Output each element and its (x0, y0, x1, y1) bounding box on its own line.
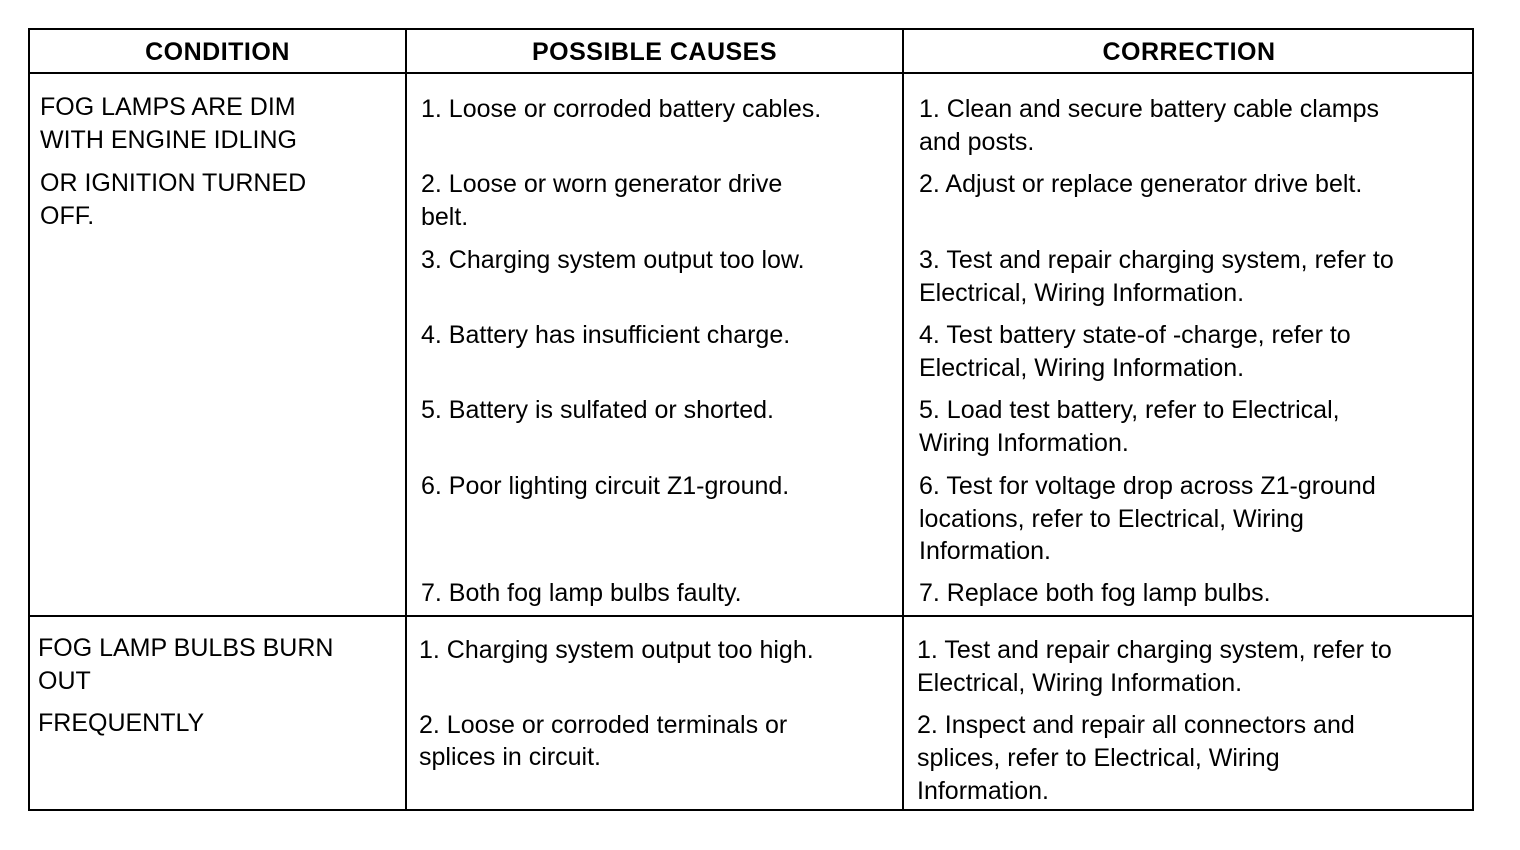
condition-text: FREQUENTLY (38, 709, 205, 737)
correction-text: 2. Inspect and repair all connectors and (917, 711, 1355, 739)
correction-text: Information. (919, 537, 1052, 565)
cause-text: 4. Battery has insufficient charge. (421, 321, 791, 349)
header-possible-causes: POSSIBLE CAUSES (531, 37, 778, 66)
column-divider (902, 30, 904, 809)
cause-text: 2. Loose or corroded terminals or (419, 711, 788, 739)
correction-text: 4. Test battery state-of -charge, refer to (919, 321, 1351, 349)
cause-text: 2. Loose or worn generator drive (421, 170, 783, 198)
correction-text: and posts. (919, 128, 1035, 156)
condition-text: OUT (38, 667, 91, 695)
cause-text: 1. Charging system output too high. (419, 636, 814, 664)
cause-text: 5. Battery is sulfated or shorted. (421, 396, 774, 424)
correction-text: 5. Load test battery, refer to Electrical, (919, 396, 1340, 424)
correction-text: 6. Test for voltage drop across Z1-ground (919, 472, 1376, 500)
correction-text: Electrical, Wiring Information. (919, 279, 1245, 307)
cause-text: 1. Loose or corroded battery cables. (421, 95, 822, 123)
correction-text: Wiring Information. (919, 429, 1129, 457)
cause-text: splices in circuit. (419, 743, 601, 771)
header-correction: CORRECTION (1102, 37, 1276, 66)
correction-text: Information. (917, 777, 1050, 805)
correction-text: Electrical, Wiring Information. (917, 669, 1243, 697)
condition-text: FOG LAMPS ARE DIM (40, 93, 296, 121)
correction-text: 7. Replace both fog lamp bulbs. (919, 579, 1271, 607)
correction-text: 3. Test and repair charging system, refer to (919, 246, 1394, 274)
correction-text: 1. Clean and secure battery cable clamps (919, 95, 1379, 123)
correction-text: locations, refer to Electrical, Wiring (919, 505, 1304, 533)
diagnosis-table (28, 28, 1474, 811)
correction-text: 2. Adjust or replace generator drive belt. (919, 170, 1363, 198)
cause-text: 7. Both fog lamp bulbs faulty. (421, 579, 742, 607)
correction-text: splices, refer to Electrical, Wiring (917, 744, 1280, 772)
condition-text: WITH ENGINE IDLING (40, 126, 297, 154)
section-divider (30, 615, 1472, 617)
condition-text: OR IGNITION TURNED (40, 169, 307, 197)
condition-text: OFF. (40, 202, 95, 230)
cause-text: 3. Charging system output too low. (421, 246, 805, 274)
header-condition: CONDITION (145, 37, 290, 66)
cause-text: 6. Poor lighting circuit Z1-ground. (421, 472, 790, 500)
correction-text: 1. Test and repair charging system, refer to (917, 636, 1392, 664)
column-divider (405, 30, 407, 809)
condition-text: FOG LAMP BULBS BURN (38, 634, 334, 662)
cause-text: belt. (421, 203, 469, 231)
correction-text: Electrical, Wiring Information. (919, 354, 1245, 382)
